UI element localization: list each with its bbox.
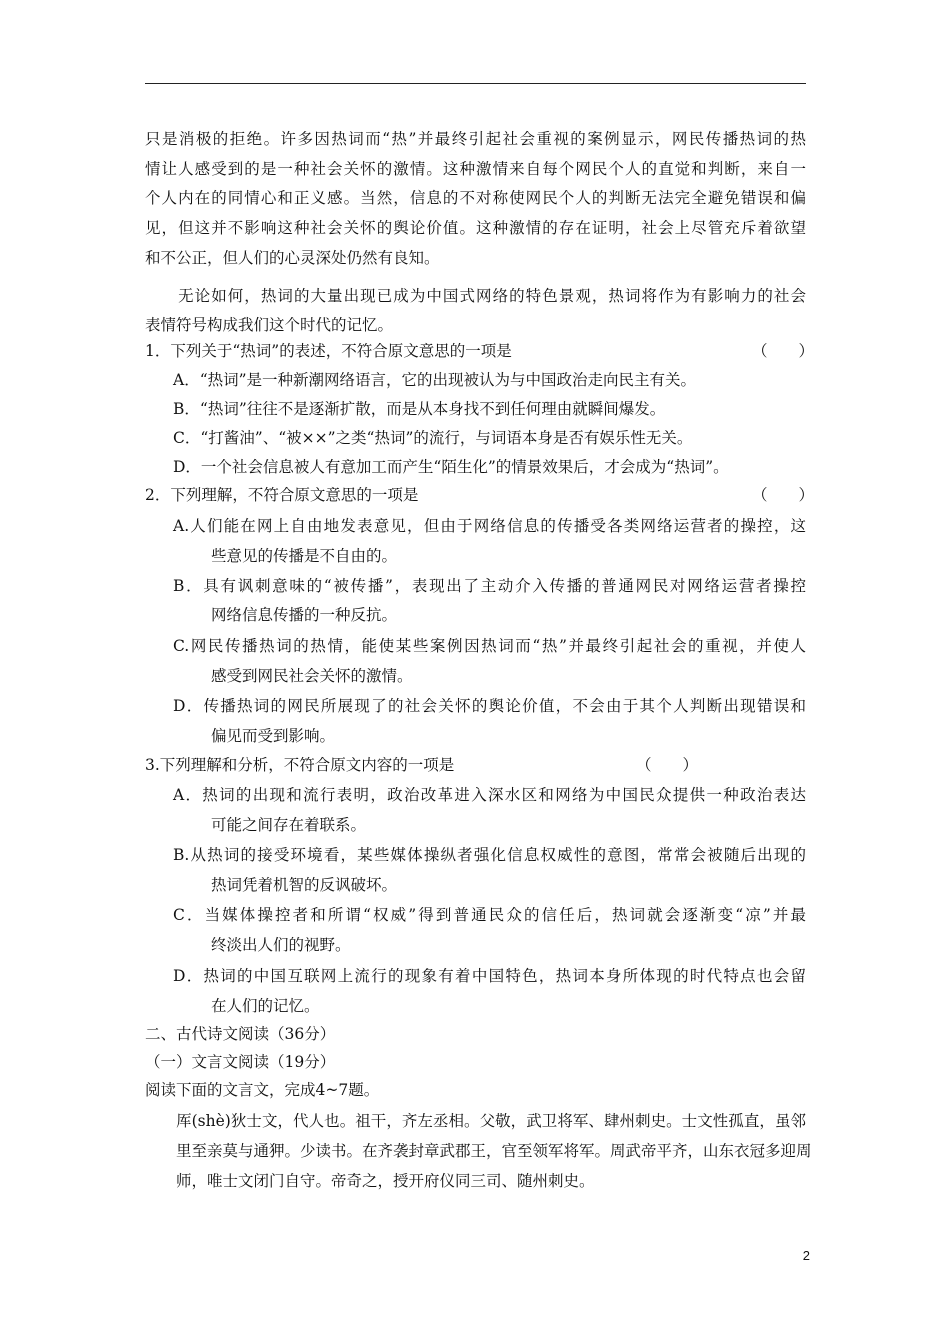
question-1-option-a: A．“热词”是一种新潮网络语言，它的出现被认为与中国政治走向民主有关。	[173, 371, 697, 389]
question-3-option-c: C．当媒体操控者和所谓“权威”得到普通民众的信任后，热词就会逐渐变“凉”并最	[173, 906, 806, 924]
passage-line: 个人内在的同情心和正义感。当然，信息的不对称使网民个人的判断无法完全避免错误和偏	[145, 189, 806, 207]
question-1-option-b: B．“热词”往往不是逐渐扩散，而是从本身找不到任何理由就瞬间爆发。	[173, 400, 666, 418]
answer-parentheses: （ ）	[752, 486, 815, 504]
passage-line: 表情符号构成我们这个时代的记忆。	[145, 316, 394, 334]
question-2-option-d-cont: 偏见而受到影响。	[211, 727, 336, 745]
question-3-option-b: B.从热词的接受环境看，某些媒体操纵者强化信息权威性的意图，常常会被随后出现的	[173, 846, 806, 864]
passage-line: 无论如何，热词的大量出现已成为中国式网络的特色景观，热词将作为有影响力的社会	[145, 287, 806, 305]
question-3-stem: 3.下列理解和分析，不符合原文内容的一项是	[145, 756, 455, 774]
question-2-option-a: A.人们能在网上自由地发表意见，但由于网络信息的传播受各类网络运营者的操控，这	[173, 517, 806, 535]
passage-line: 只是消极的拒绝。许多因热词而“热”并最终引起社会重视的案例显示，网民传播热词的热	[145, 130, 806, 148]
question-2-option-d: D．传播热词的网民所展现了的社会关怀的舆论价值，不会由于其个人判断出现错误和	[173, 697, 806, 715]
classical-text-line: 里至亲莫与通狎。少读书。在齐袭封章武郡王，官至领军将军。周武帝平齐，山东衣冠多迎周	[145, 1142, 812, 1160]
question-2-option-b: B．具有讽刺意味的“被传播”，表现出了主动介入传播的普通网民对网络运营者操控	[173, 577, 806, 595]
passage-line: 和不公正，但人们的心灵深处仍然有良知。	[145, 249, 440, 267]
question-2-option-a-cont: 些意见的传播是不自由的。	[211, 547, 398, 565]
passage-line: 见，但这并不影响这种社会关怀的舆论价值。这种激情的存在证明，社会上尽管充斥着欲望	[145, 219, 806, 237]
page-number: 2	[802, 1248, 810, 1263]
question-3-option-d: D．热词的中国互联网上流行的现象有着中国特色，热词本身所体现的时代特点也会留	[173, 967, 806, 985]
subsection-title: （一）文言文阅读（19分）	[145, 1053, 336, 1071]
question-2-option-c-cont: 感受到网民社会关怀的激情。	[211, 667, 413, 685]
question-3-option-b-cont: 热词凭着机智的反讽破坏。	[211, 876, 398, 894]
section-title: 二、古代诗文阅读（36分）	[145, 1025, 336, 1043]
question-2-stem: 2．下列理解，不符合原文意思的一项是	[145, 486, 419, 504]
classical-text-line: 师，唯士文闭门自守。帝奇之，授开府仪同三司、随州刺史。	[145, 1172, 595, 1190]
question-1-option-d: D．一个社会信息被人有意加工而产生“陌生化”的情景效果后，才会成为“热词”。	[173, 458, 729, 476]
header-rule	[145, 83, 806, 84]
question-3-option-a-cont: 可能之间存在着联系。	[211, 816, 367, 834]
classical-text-line: 厍(shè)狄士文，代人也。祖干，齐左丞相。父敬，武卫将军、肆州刺史。士文性孤直，虽邻	[145, 1112, 806, 1130]
question-2-option-c: C.网民传播热词的热情，能使某些案例因热词而“热”并最终引起社会的重视，并使人	[173, 637, 806, 655]
question-3-option-d-cont: 在人们的记忆。	[211, 997, 320, 1015]
question-3-option-c-cont: 终淡出人们的视野。	[211, 936, 351, 954]
question-2-option-b-cont: 网络信息传播的一种反抗。	[211, 606, 398, 624]
answer-parentheses: （ ）	[636, 756, 699, 774]
answer-parentheses: （ ）	[752, 342, 815, 360]
passage-line: 情让人感受到的是一种社会关怀的激情。这种激情来自每个网民个人的直觉和判断，来自一	[145, 160, 806, 178]
reading-instruction: 阅读下面的文言文，完成4~7题。	[145, 1081, 380, 1099]
question-1-option-c: C．“打酱油”、“被××”之类“热词”的流行，与词语本身是否有娱乐性无关。	[173, 429, 693, 447]
question-1-stem: 1．下列关于“热词”的表述，不符合原文意思的一项是	[145, 342, 512, 360]
question-3-option-a: A．热词的出现和流行表明，政治改革进入深水区和网络为中国民众提供一种政治表达	[173, 786, 806, 804]
